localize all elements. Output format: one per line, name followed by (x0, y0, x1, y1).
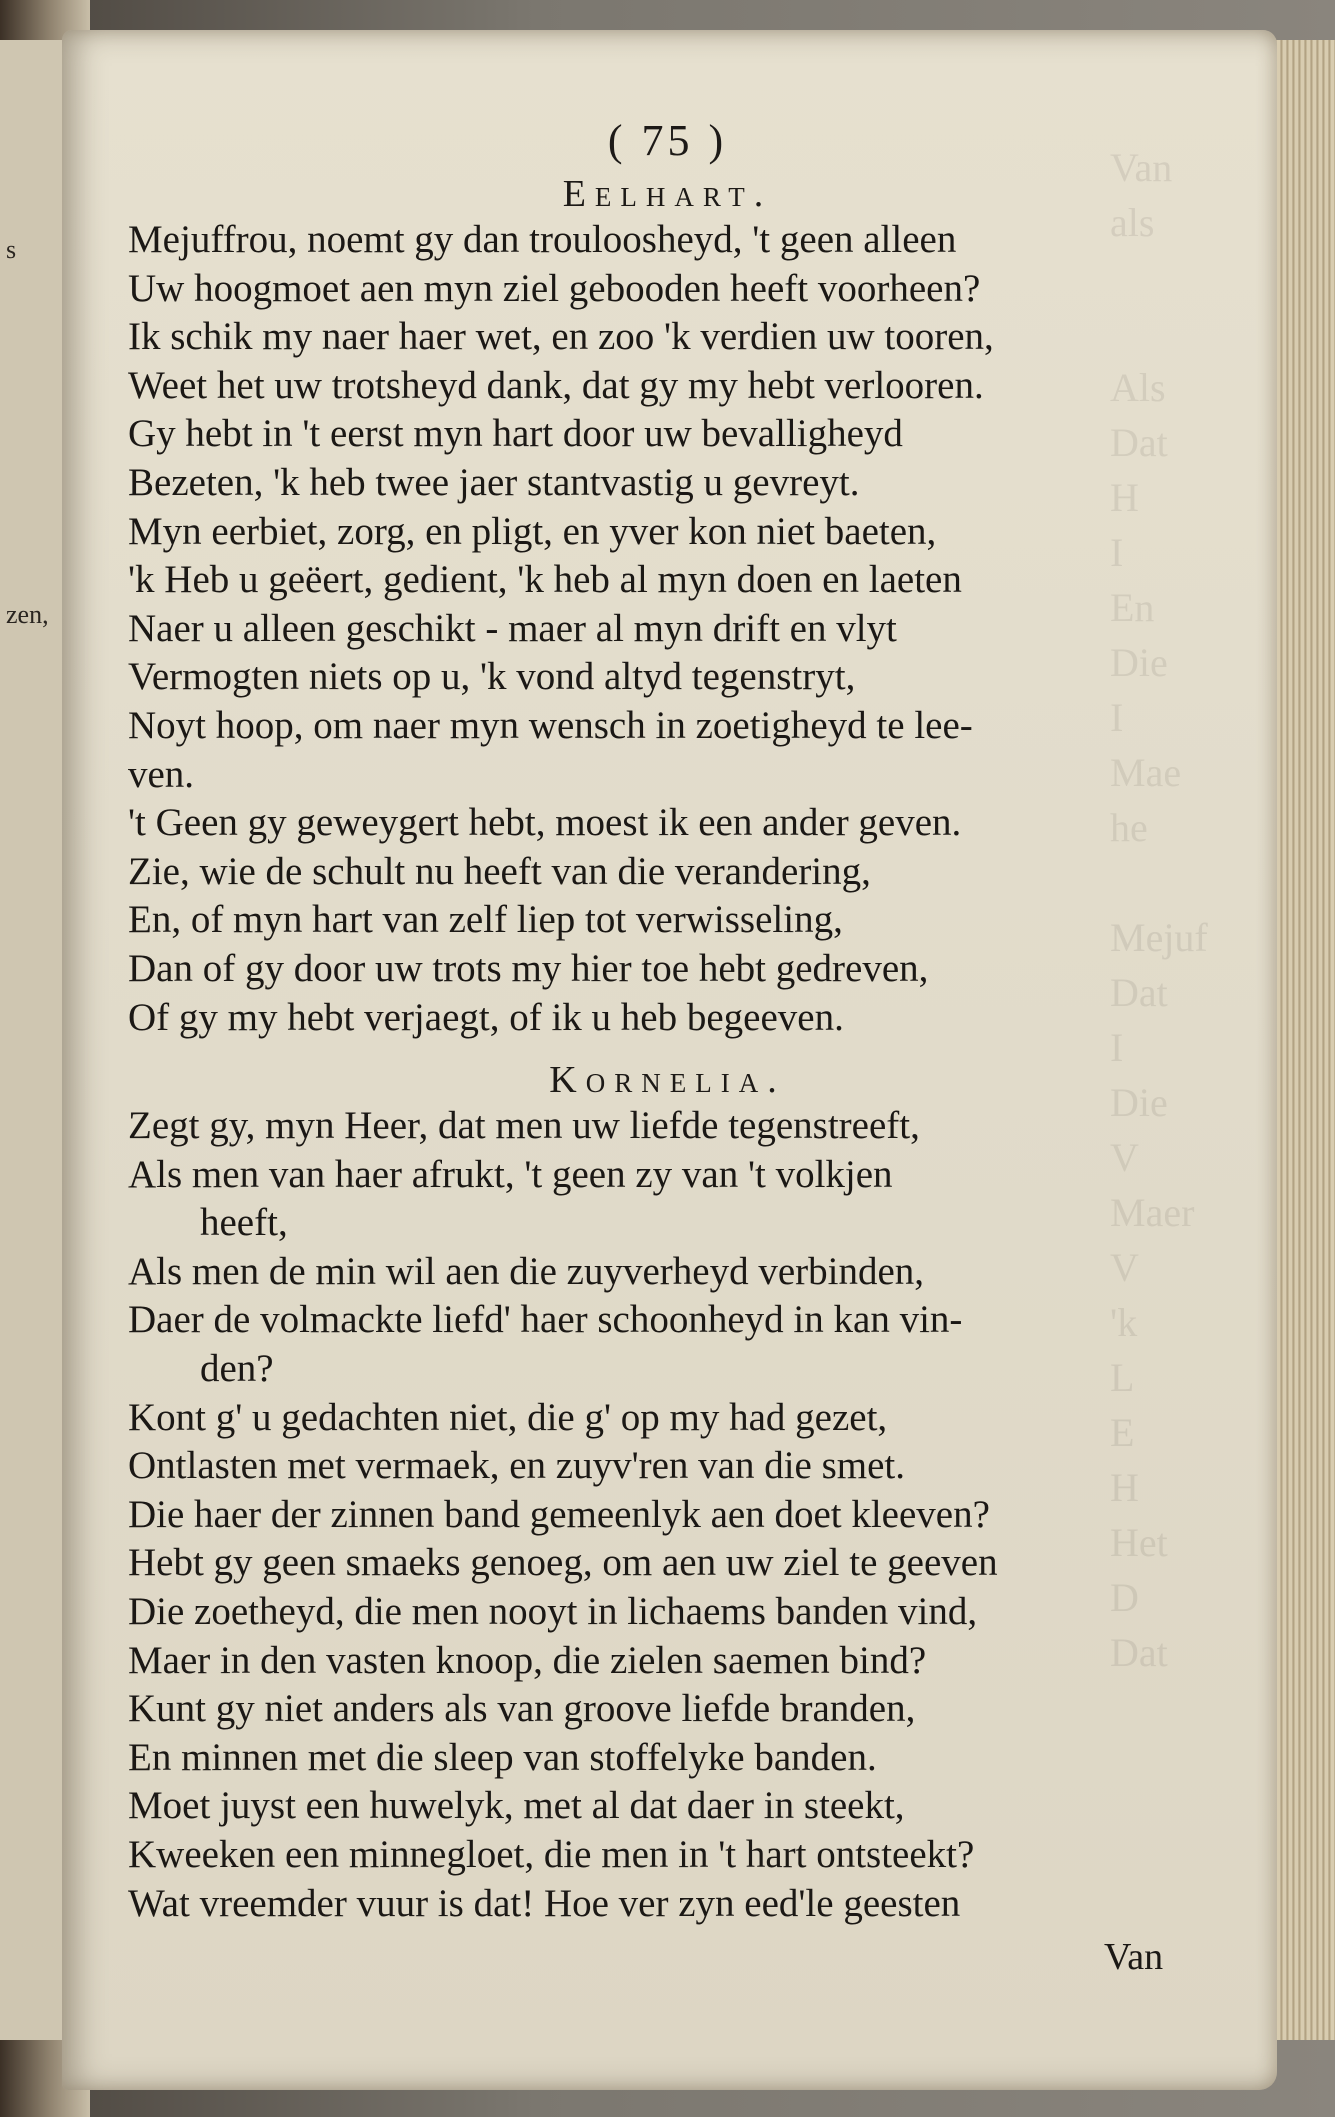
verse-line: 'k Heb u geëert, gedient, 'k heb al myn doen en laeten (128, 558, 962, 602)
verse-line: ven. (128, 752, 195, 796)
catchword: Van (1104, 1936, 1164, 1978)
verse-line: Dan of gy door uw trots my hier toe hebt gedreven, (128, 946, 929, 990)
speech-eelhart (128, 216, 1188, 1042)
verse-line: Moet juyst een huwelyk, met al dat daer in steekt, (128, 1784, 905, 1828)
verse-line: Bezeten, 'k heb twee jaer stantvastig u gevreyt. (128, 460, 860, 504)
verse-line: Noyt hoop, om naer myn wensch in zoetigheyd te lee- (128, 703, 973, 747)
verse-line: Ik schik my naer haer wet, en zoo 'k verdien uw tooren, (128, 315, 994, 359)
verse-line: Zie, wie de schult nu heeft van die verandering, (128, 849, 871, 893)
verse-line: Hebt gy geen smaeks genoeg, om aen uw ziel te geeven (128, 1541, 998, 1585)
verse-line: Zegt gy, myn Heer, dat men uw liefde tegenstreeft, (128, 1104, 920, 1147)
verse-line: Gy hebt in 't eerst myn hart door uw bevalligheyd (128, 412, 903, 456)
verse-line: Kunt gy niet anders als van groove liefde branden, (128, 1687, 916, 1731)
verse-line: Kweeken een minnegloet, die men in 't hart ontsteekt? (128, 1832, 975, 1876)
verse-line: Mejuffrou, noemt gy dan trouloosheyd, 't geen alleen (128, 218, 957, 261)
verse-line: Die haer der zinnen band gemeenlyk aen doet kleeven? (128, 1492, 990, 1536)
facing-page-edge: s zen, (0, 40, 75, 2040)
verse-line: Wat vreemder vuur is dat! Hoe ver zyn eed'le geesten (128, 1881, 961, 1925)
verse-line: Kont g' u gedachten niet, die g' op my had gezet, (128, 1395, 888, 1439)
verse-line: Maer in den vasten knoop, die zielen saemen bind? (128, 1638, 927, 1682)
verse-line: den? (200, 1346, 274, 1390)
verse-line: Uw hoogmoet aen myn ziel gebooden heeft voorheen? (128, 266, 981, 310)
page-number: ( 75 ) (607, 116, 728, 165)
verse-line: Daer de volmackte liefd' haer schoonheyd in kan vin- (128, 1298, 963, 1342)
verse-line: Of gy my hebt verjaegt, of ik u heb begeeven. (128, 995, 844, 1039)
verse-line: Ontlasten met vermaek, en zuyv'ren van die smet. (128, 1444, 906, 1488)
bleed-through-text: Van als Als Dat H I En Die I Mae he Mejuf Dat I Die V Maer V 'k L E H Het D Dat (1110, 145, 1208, 1675)
speaker-heading-kornelia: Kornelia. (549, 1059, 786, 1101)
verse-line: Vermogten niets op u, 'k vond altyd tegenstryt, (128, 655, 856, 699)
verse-line: Als men de min wil aen die zuyverheyd verbinden, (128, 1249, 925, 1293)
verse-line: 't Geen gy geweygert hebt, moest ik een ander geven. (128, 801, 962, 845)
verse-line: Weet het uw trotsheyd dank, dat gy my hebt verlooren. (128, 363, 984, 407)
verse-line: Die zoetheyd, die men nooyt in lichaems banden vind, (128, 1589, 978, 1633)
verse-line: Als men van haer afrukt, 't geen zy van 't volkjen (128, 1152, 893, 1196)
speech-kornelia (128, 1102, 1188, 1928)
verse-line: Myn eerbiet, zorg, en pligt, en yver kon niet baeten, (128, 509, 937, 553)
speaker-heading-eelhart: Eelhart. (562, 173, 773, 215)
verse-line: En, of myn hart van zelf liep tot verwisseling, (128, 898, 843, 942)
verse-line: heeft, (200, 1201, 288, 1245)
verse-line: En minnen met die sleep van stoffelyke banden. (128, 1735, 877, 1779)
verse-line: Naer u alleen geschikt - maer al myn drift en vlyt (128, 606, 897, 650)
